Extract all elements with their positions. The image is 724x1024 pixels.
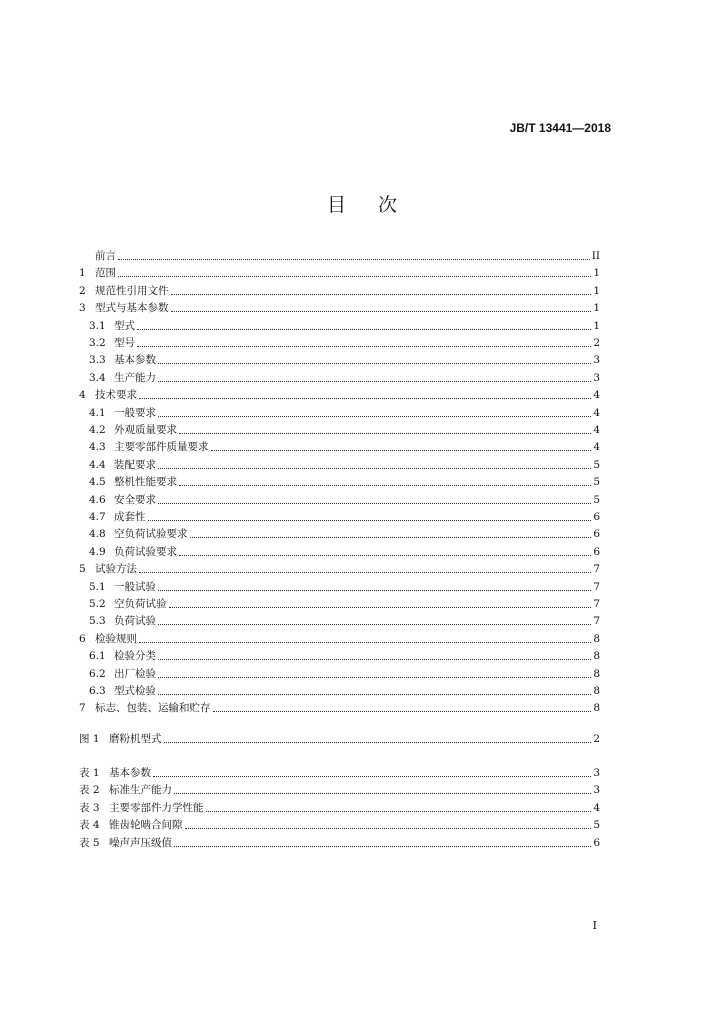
toc-entry[interactable] <box>79 664 600 681</box>
page-number: I <box>592 919 597 932</box>
dot-leader <box>137 328 591 330</box>
page-title: 目次 <box>326 194 429 216</box>
toc-entry-page: 6 <box>593 528 600 541</box>
toc-entry-label: 磨粉机型式 <box>109 733 162 745</box>
dot-leader <box>174 845 591 847</box>
dot-leader <box>158 502 591 504</box>
toc-entry-page: 1 <box>593 319 600 332</box>
dot-leader <box>171 293 592 295</box>
toc-entry[interactable] <box>79 833 600 850</box>
toc-entry-label: 一般试验 <box>114 580 156 593</box>
dot-leader <box>190 536 592 538</box>
toc-entry-label: 负荷试验 <box>114 615 156 628</box>
toc-entry-label: 生产能力 <box>114 371 156 384</box>
toc-entry-number: 5.2 <box>89 598 106 610</box>
toc-entry-number: 4.3 <box>89 441 106 454</box>
toc-entry-number: 4.9 <box>89 545 106 558</box>
toc-entry-label: 装配要求 <box>114 458 156 471</box>
toc-entry-label: 型式检验 <box>114 685 156 697</box>
dot-leader <box>118 258 590 260</box>
toc-entry[interactable] <box>79 681 600 698</box>
toc-entry-page: 1 <box>593 267 600 280</box>
toc-entry[interactable] <box>79 577 600 594</box>
dot-leader <box>137 345 591 347</box>
dot-leader <box>213 710 592 712</box>
toc-entry-number: 3.4 <box>89 371 106 384</box>
toc-entry-number: 6.3 <box>89 685 106 697</box>
toc-entry-page: 5 <box>593 819 600 832</box>
dot-leader <box>153 775 591 777</box>
toc-entry[interactable] <box>79 455 600 472</box>
dot-leader <box>169 606 592 608</box>
toc-entry[interactable] <box>79 611 600 628</box>
toc-entry-page: 5 <box>593 458 600 471</box>
dot-leader <box>179 432 591 434</box>
dot-leader <box>171 310 592 312</box>
toc-entry-page: 8 <box>593 667 600 680</box>
toc-entry-label: 外观质量要求 <box>114 424 177 436</box>
toc-entry-page: 8 <box>593 702 600 715</box>
toc-entry[interactable] <box>79 646 600 663</box>
toc-entry-number: 6.2 <box>89 667 106 680</box>
toc-entry-label: 锥齿轮啮合间隙 <box>109 819 183 832</box>
toc-entry-number: 3.2 <box>89 337 106 349</box>
dot-leader <box>158 658 591 660</box>
toc-entry-number: 4.8 <box>89 528 106 541</box>
dot-leader <box>158 693 591 695</box>
toc-entry-page: 4 <box>593 441 600 454</box>
toc-entry-number: 6 <box>79 632 86 645</box>
toc-entry[interactable] <box>79 246 600 263</box>
toc-entry-number: 3.1 <box>89 319 106 332</box>
toc-entry-page: 7 <box>593 580 600 593</box>
toc-entry-number: 6.1 <box>89 650 106 663</box>
dot-leader <box>185 827 592 829</box>
toc-entry[interactable] <box>79 263 600 280</box>
toc-entry-label: 检验规则 <box>95 632 137 645</box>
toc-entry-page: 4 <box>593 389 600 402</box>
dot-leader <box>158 362 591 364</box>
toc-entry-label: 主要零部件力学性能 <box>109 801 204 814</box>
toc-entry-label: 范围 <box>95 267 116 280</box>
toc-entry-number: 5.3 <box>89 615 106 628</box>
toc-entry[interactable] <box>79 559 600 576</box>
toc-entry-number: 4.4 <box>89 458 106 471</box>
toc-entry-page: II <box>591 250 600 262</box>
dot-leader <box>139 641 591 643</box>
toc-entry-number: 4.7 <box>89 511 106 523</box>
toc-entry-label: 一般要求 <box>114 406 156 419</box>
toc-entry-label: 技术要求 <box>95 389 137 402</box>
toc-entry[interactable] <box>79 629 600 646</box>
toc-entry-page: 1 <box>593 302 600 315</box>
dot-leader <box>164 741 592 743</box>
toc-entry[interactable] <box>79 763 600 780</box>
toc-entry[interactable] <box>79 815 600 832</box>
toc-entry-label: 出厂检验 <box>114 667 156 680</box>
toc-entry-label: 空负荷试验 <box>114 598 167 610</box>
toc-entry[interactable] <box>79 490 600 507</box>
toc-entry-number: 4 <box>79 389 86 402</box>
dot-leader <box>139 571 591 573</box>
toc-entry[interactable] <box>79 333 600 350</box>
toc-entry-label: 安全要求 <box>114 493 156 506</box>
toc-entry-page: 6 <box>593 836 600 849</box>
toc-entry-label: 噪声声压级值 <box>109 836 172 849</box>
toc-entry[interactable] <box>79 385 600 402</box>
toc-entry-number: 4.5 <box>89 476 106 489</box>
toc-entry-label: 空负荷试验要求 <box>114 528 188 541</box>
toc-entry-label: 标准生产能力 <box>109 784 172 797</box>
toc-entry-number: 2 <box>79 284 86 297</box>
dot-leader <box>139 397 591 399</box>
toc-entry-number: 表 1 <box>79 767 100 779</box>
dot-leader <box>158 467 591 469</box>
toc-entry-page: 8 <box>593 632 600 645</box>
toc-entry-number: 4.6 <box>89 493 106 506</box>
toc-entry-page: 6 <box>593 545 600 558</box>
toc-entry-label: 前言 <box>95 250 116 262</box>
dot-leader <box>179 484 591 486</box>
dot-leader <box>158 623 591 625</box>
toc-entry-label: 检验分类 <box>114 650 156 663</box>
toc-entry[interactable] <box>79 780 600 797</box>
toc-entry-page: 4 <box>593 424 600 436</box>
toc-entry-number: 5 <box>79 563 86 576</box>
toc-entry[interactable] <box>79 350 600 367</box>
dot-leader <box>148 519 592 521</box>
toc-entry[interactable] <box>79 542 600 559</box>
toc-entry-page: 8 <box>593 685 600 697</box>
toc-entry-number: 5.1 <box>89 580 106 593</box>
toc-entry-page: 5 <box>593 476 600 489</box>
toc-entry[interactable] <box>79 798 600 815</box>
dot-leader <box>158 589 591 591</box>
toc-entry-label: 型号 <box>114 337 135 349</box>
toc-entry[interactable] <box>79 316 600 333</box>
toc-entry-page: 6 <box>593 511 600 523</box>
dot-leader <box>174 792 591 794</box>
dot-leader <box>211 449 592 451</box>
toc-entry[interactable] <box>79 698 600 715</box>
toc-entry-label: 整机性能要求 <box>114 476 177 489</box>
toc-entry-page: 8 <box>593 650 600 663</box>
toc-entry-label: 基本参数 <box>114 354 156 367</box>
toc-entry-label: 基本参数 <box>109 767 151 779</box>
dot-leader <box>206 810 592 812</box>
toc-entry[interactable] <box>79 594 600 611</box>
toc-entry-number: 1 <box>79 267 86 280</box>
toc-entry-number: 4.1 <box>89 406 106 419</box>
toc-entry-page: 4 <box>593 406 600 419</box>
toc-entry-number: 图 1 <box>79 733 100 745</box>
toc-entry[interactable] <box>79 507 600 524</box>
toc-entry[interactable] <box>79 729 600 746</box>
standard-code: JB/T 13441—2018 <box>509 121 611 135</box>
toc-entry-number: 7 <box>79 702 86 715</box>
dot-leader <box>158 676 591 678</box>
toc-entry[interactable] <box>79 281 600 298</box>
dot-leader <box>179 554 591 556</box>
toc-entry-page: 7 <box>593 615 600 628</box>
toc-entry-label: 规范性引用文件 <box>95 284 169 297</box>
toc-entry-number: 3.3 <box>89 354 106 367</box>
toc-entry[interactable] <box>79 368 600 385</box>
toc-entry-label: 标志、包装、运输和贮存 <box>95 702 211 715</box>
toc-entry-number: 表 4 <box>79 819 100 832</box>
toc-entry-label: 主要零部件质量要求 <box>114 441 209 454</box>
toc-entry-page: 3 <box>593 767 600 779</box>
toc-entry-label: 成套性 <box>114 511 146 523</box>
toc-entry-label: 型式 <box>114 319 135 332</box>
dot-leader <box>158 415 591 417</box>
toc-entry-number: 4.2 <box>89 424 106 436</box>
toc-entry-page: 7 <box>593 598 600 610</box>
toc-entry-page: 5 <box>593 493 600 506</box>
dot-leader <box>118 275 591 277</box>
toc-entry-page: 3 <box>593 354 600 367</box>
toc-entry-label: 试验方法 <box>95 563 137 576</box>
toc-entry-number: 3 <box>79 302 86 315</box>
toc-entry-page: 2 <box>593 733 600 745</box>
toc-entry[interactable] <box>79 472 600 489</box>
toc-entry[interactable] <box>79 524 600 541</box>
toc-entry-number: 表 5 <box>79 836 100 849</box>
toc-entry-number: 表 2 <box>79 784 100 797</box>
toc-entry-number: 表 3 <box>79 801 100 814</box>
toc-entry-page: 7 <box>593 563 600 576</box>
toc-entry[interactable] <box>79 403 600 420</box>
toc-entry-label: 型式与基本参数 <box>95 302 169 315</box>
toc-entry-page: 2 <box>593 337 600 349</box>
dot-leader <box>158 380 591 382</box>
toc-entry-page: 1 <box>593 284 600 297</box>
toc-entry-page: 4 <box>593 801 600 814</box>
toc-entry-page: 3 <box>593 784 600 797</box>
toc-entry-label: 负荷试验要求 <box>114 545 177 558</box>
toc-entry[interactable] <box>79 437 600 454</box>
toc-entry[interactable] <box>79 420 600 437</box>
toc-entry[interactable] <box>79 298 600 315</box>
toc-entry-page: 3 <box>593 371 600 384</box>
